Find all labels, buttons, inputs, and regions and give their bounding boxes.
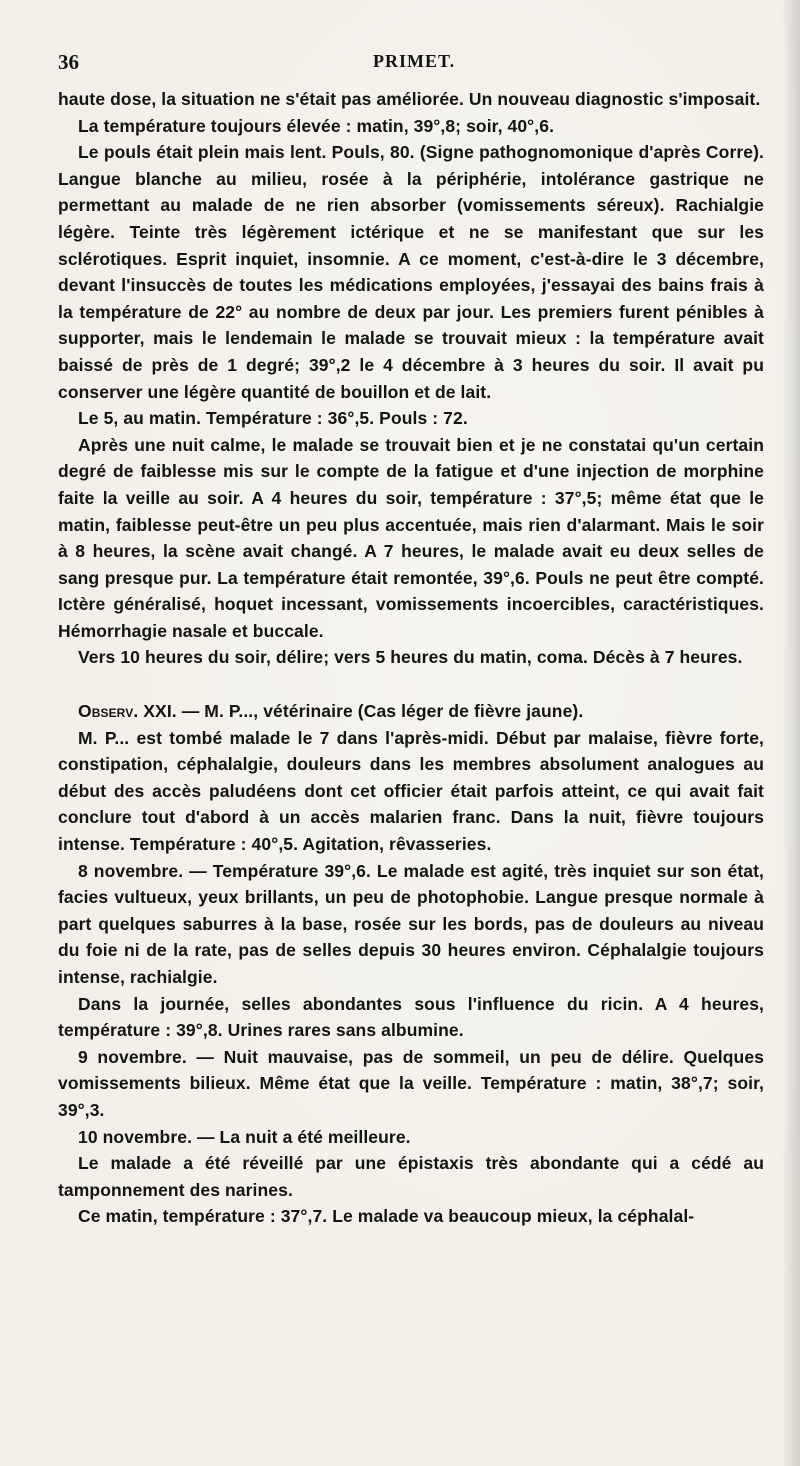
paragraph: Le 5, au matin. Température : 36°,5. Pouls : 72. [78,408,468,429]
paragraph: 9 novembre. — Nuit mauvaise, pas de sommeil, un peu de délire. Quelques vomissements bilieux. Même état que la veille. Température : matin, 38°,7; soir, 39°,3. [58,1046,764,1120]
page-header [58,44,763,78]
paragraph: Vers 10 heures du soir, délire; vers 5 heures du matin, coma. Décès à 7 heures. [78,647,743,668]
paragraph: haute dose, la situation ne s'était pas améliorée. Un nouveau diagnostic s'imposait. [58,89,761,109]
paragraph: 10 novembre. — La nuit a été meilleure. [78,1126,411,1147]
paragraph: M. P... est tombé malade le 7 dans l'après-midi. Début par malaise, fièvre forte, constipation, céphalalgie, douleurs dans les membres absolument analogues au début des accès paludéens dont cet officier était parfois atteint, ce qui avait fait conclure tout d'abord à un accès malarien franc. Dans la nuit, fièvre toujours intense. Température : 40°,5. Agitation, rêvasseries. [58,727,764,855]
running-head: PRIMET. [373,51,456,71]
body-text [58,86,764,1230]
paragraph: Le pouls était plein mais lent. Pouls, 80. (Signe pathognomonique d'après Corre). Langue blanche au milieu, rosée à la périphérie, intolérance gastrique ne permettant au malade de ne rien absorber (vomissements séreux). Rachialgie légère. Teinte très légèrement ictérique et ne se manifestant que sur les sclérotiques. Esprit inquiet, insomnie. A ce moment, c'est-à-dire le 3 décembre, devant l'insuccès de toutes les médications employées, j'essayai des bains frais à la température de 22° au nombre de deux par jour. Les premiers furent pénibles à supporter, mais le lendemain le malade se trouvait mieux : la température avait baissé de près de 1 degré; 39°,2 le 4 décembre à 3 heures du soir. Il avait pu conserver une légère quantité de bouillon et de lait. [58,142,764,402]
page-edge-shadow [782,0,800,1466]
paragraph: 8 novembre. — Température 39°,6. Le malade est agité, très inquiet sur son état, facies vultueux, yeux brillants, un peu de photophobie. Langue presque normale à part quelques saburres à la base, rosée sur les bords, pas de douleurs au niveau du foie ni de la rate, pas de selles depuis 30 heures environ. Céphalalgie toujours intense, rachialgie. [58,860,764,987]
paragraph: Après une nuit calme, le malade se trouvait bien et je ne constatai qu'un certain degré de faiblesse mis sur le compte de la fatigue et d'une injection de morphine faite la veille au soir. A 4 heures du soir, température : 37°,5; même état que le matin, faiblesse peut-être un peu plus accentuée, mais rien d'alarmant. Mais le soir à 8 heures, la scène avait changé. A 7 heures, le malade avait eu deux selles de sang presque pur. La température était remontée, 39°,6. Pouls ne peut être compté. Ictère généralisé, hoquet incessant, vomissements incoercibles, caractéristiques. Hémorrhagie nasale et buccale. [58,434,764,641]
observation-title: XXI. — M. P..., vétérinaire (Cas léger de fièvre jaune). [138,701,584,722]
paragraph: La température toujours élevée : matin, 39°,8; soir, 40°,6. [78,115,555,136]
page-number: 36 [58,50,79,74]
paragraph: Ce matin, température : 37°,7. Le malade va beaucoup mieux, la céphalal- [78,1206,695,1227]
paragraph: Dans la journée, selles abondantes sous l'influence du ricin. A 4 heures, température : 39°,8. Urines rares sans albumine. [58,993,764,1041]
observation-label: Observ. [78,701,139,722]
paragraph: Le malade a été réveillé par une épistaxis très abondante qui a cédé au tamponnement des narines. [58,1153,764,1200]
observation-heading [58,698,764,725]
